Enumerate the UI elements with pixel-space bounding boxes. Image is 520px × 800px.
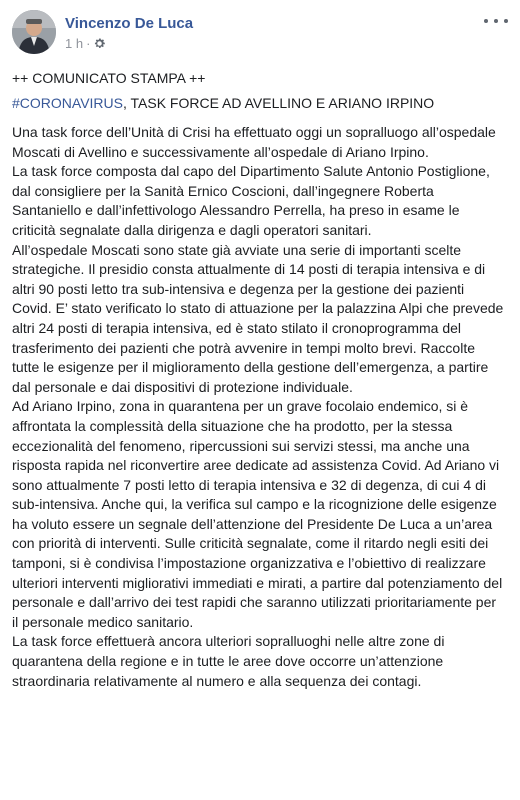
subheadline-text: , TASK FORCE AD AVELLINO E ARIANO IRPINO xyxy=(122,95,435,111)
hashtag-link[interactable]: #CORONAVIRUS xyxy=(12,95,123,111)
post-body-text: Una task force dell’Unità di Crisi ha effettuato oggi un sopralluogo all’ospedale Moscati di Avellino e successivamente all’ospedale di Ariano Irpino. La task force composta dal capo del Dipartimento Salute Antonio Postiglione, dal consigliere per la Sanità Ernico Coscioni, dall’ingegnere Roberta Santaniello e dall’infettivologo Alessandro Perrella, ha preso in esame le criticità segnalate dalla dirigenza e dagli operatori sanitari. All’ospedale Moscati sono state già avviate una serie di importanti scelte strategiche. Il presidio consta attualmente di 14 posti di terapia intensiva e di altri 90 posti letto tra sub-intensiva e degenza per la gestione dei pazienti Covid. E’ stato verificato lo stato di attuazione per la palazzina Alpi che prevede altri 24 posti di terapia intensiva, ed è stato stilato il cronoprogramma del trasferimento dei pazienti che potrà avvenire in tempi molto brevi. Raccolte tutte le esigenze per il miglioramento della gestione dell’emergenza, a partire dal personale e dai dispositivi di protezione individuale. Ad Ariano Irpino, zona in quarantena per un grave focolaio endemico, si è affrontata la complessità della situazione che ha prodotto, per la stessa eccezionalità del fenomeno, ripercussioni sui servizi stessi, ma anche una risposta rapida nel riconvertire aree dedicate ad assistenza Covid. Ad Ariano vi sono attualmente 7 posti letto di terapia intensiva e 32 di degenza, di cui 4 di sub-intensiva. Anche qui, la verifica sul campo e la ricognizione delle esigenze ha voluto essere un segnale dell’attenzione del Presidente De Luca a un’area con priorità di interventi. Sulle criticità segnalate, come il ritardo negli esiti dei tamponi, si è condivisa l’impostazione organizzativa e l’obiettivo di realizzare ulteriori interventi migliorativi immediati e mirati, a partire dal potenziamento del personale e dall’arrivo dei test rapidi che saranno utilizzati prioritariamente per il personale medico sanitario. La task force effettuerà ancora ulteriori sopralluoghi nelle altre zone di quarantena della regione e in tutte le aree dove occorre un’attenzione straordinaria relativamente al numero e alla sequenza dei contagi. xyxy=(12,124,504,689)
author-name[interactable]: Vincenzo De Luca xyxy=(65,15,194,32)
post-subheadline xyxy=(12,95,434,111)
gear-icon[interactable] xyxy=(93,37,106,50)
avatar[interactable] xyxy=(12,10,56,54)
post-meta xyxy=(65,36,106,51)
meta-separator: · xyxy=(86,36,91,51)
more-options-icon[interactable] xyxy=(484,14,508,28)
timestamp[interactable]: 1 h xyxy=(65,36,84,51)
avatar-photo xyxy=(12,10,56,54)
post-headline: ++ COMUNICATO STAMPA ++ xyxy=(12,70,206,86)
post-header xyxy=(12,10,508,60)
